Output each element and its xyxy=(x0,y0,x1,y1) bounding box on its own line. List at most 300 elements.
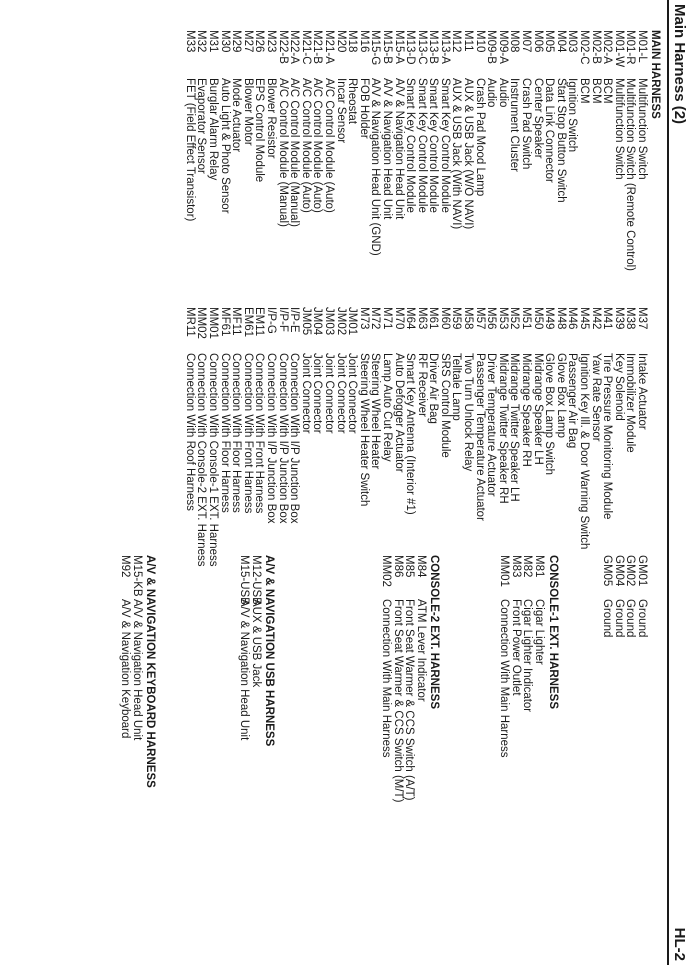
connector-description: A/V & Navigation Head Unit xyxy=(238,599,251,741)
connector-code: M73 xyxy=(357,307,370,330)
connector-description: Intake Actuator xyxy=(636,353,648,430)
connector-code: M33 xyxy=(183,30,196,53)
connector-code: M46 xyxy=(566,307,579,330)
connector-description: Instrument Cluster xyxy=(508,78,521,172)
connector-row xyxy=(369,30,381,271)
connector-description: Audio xyxy=(485,78,498,108)
connector-description: Ground xyxy=(636,599,648,638)
connector-code: JM04 xyxy=(311,307,324,336)
connector-description: Midrange Speaker LH xyxy=(531,353,544,465)
connector-description: Glove Box Lamp xyxy=(554,353,567,439)
connector-row xyxy=(624,307,636,567)
connector-code: JM01 xyxy=(346,307,359,336)
connector-row xyxy=(206,30,218,271)
connector-code: M04 xyxy=(554,30,567,53)
connector-row xyxy=(566,307,578,567)
connector-description: A/V & Navigation Keyboard xyxy=(119,599,132,739)
connector-row xyxy=(612,30,624,271)
connector-description: Immobilizer Module xyxy=(624,353,637,453)
connector-code: M22-A xyxy=(288,30,301,64)
main-harness-continued-section xyxy=(183,307,647,567)
connector-code: MM02 xyxy=(195,307,208,339)
connector-code: M56 xyxy=(485,307,498,330)
connector-row xyxy=(404,30,416,271)
connector-code: I/P-F xyxy=(276,307,289,332)
connector-description: Driver Air Bag xyxy=(427,353,440,424)
connector-code: M60 xyxy=(438,307,451,330)
connector-row xyxy=(624,30,636,271)
connector-row xyxy=(357,30,369,271)
connector-code: EM61 xyxy=(241,307,254,338)
connector-row xyxy=(391,555,403,802)
connector-code: M01-W xyxy=(612,30,625,68)
connector-code: M31 xyxy=(207,30,220,53)
connector-row xyxy=(334,30,346,271)
connector-row xyxy=(577,307,589,567)
connector-row xyxy=(311,30,323,271)
connector-code: M39 xyxy=(612,307,625,330)
connector-description: Connection With I/P Junction Box xyxy=(265,353,277,524)
connector-row xyxy=(612,555,624,637)
connector-description: Two Turn Unlock Relay xyxy=(462,353,475,472)
connector-row xyxy=(195,307,207,567)
connector-row xyxy=(508,30,520,271)
console-2-ext-harness-section xyxy=(380,555,442,802)
section-title: CONSOLE-2 EXT. HARNESS xyxy=(428,555,440,709)
page-header xyxy=(667,0,689,965)
connector-row xyxy=(264,30,276,271)
connector-description: AUX & USB Jack (With NAVI) xyxy=(450,78,463,230)
connector-description: Connection With Floor Harness xyxy=(230,353,243,513)
connector-row xyxy=(496,307,508,567)
connector-code: M15-USB xyxy=(238,555,251,605)
connector-code: M27 xyxy=(241,30,254,53)
connector-description: Midrange Speaker RH xyxy=(520,353,533,467)
connector-description: Connection With Floor Harness xyxy=(218,353,231,513)
connector-code: GM01 xyxy=(636,555,648,587)
connector-row xyxy=(241,30,253,271)
connector-description: Connection With Main Harness xyxy=(498,599,511,758)
connector-code: MF61 xyxy=(218,307,231,337)
connector-description: A/V & Navigation Head Unit (GND) xyxy=(369,78,382,256)
connector-code: M41 xyxy=(601,307,614,330)
connector-code: M61 xyxy=(427,307,440,330)
connector-row xyxy=(311,307,323,567)
connector-row xyxy=(543,307,555,567)
connector-row xyxy=(183,30,195,271)
connector-row xyxy=(415,30,427,271)
connector-code: M16 xyxy=(357,30,370,53)
connector-description: A/V & Navigation Head Unit xyxy=(131,599,143,741)
connector-description: Front Power Outlet xyxy=(509,599,522,696)
connector-description: Connection With Roof Harness xyxy=(183,353,196,511)
connector-code: M59 xyxy=(450,307,463,330)
connector-description: Smart Key Antenna (Interior #1) xyxy=(404,353,417,515)
connector-description: Connection With Console-1 EXT. Harness xyxy=(207,353,220,567)
connector-code: M05 xyxy=(543,30,556,53)
connector-row xyxy=(519,307,531,567)
connector-code: M15-A xyxy=(392,30,405,64)
connector-code: M12-USB xyxy=(250,555,262,605)
connector-row xyxy=(509,555,521,758)
connector-code: M13-C xyxy=(415,30,428,65)
console-1-ext-harness-section xyxy=(498,555,561,758)
connector-row xyxy=(130,555,142,788)
connector-code: I/P-E xyxy=(288,307,301,333)
connector-description: Center Speaker xyxy=(531,78,544,159)
connector-row xyxy=(450,30,462,271)
connector-description: Ignition Switch xyxy=(566,78,579,153)
connector-row xyxy=(230,307,242,567)
connector-description: A/C Control Module (Auto) xyxy=(299,78,312,213)
connector-code: M21-C xyxy=(299,30,312,65)
section-title: A/V & NAVIGATION KEYBOARD HARNESS xyxy=(144,555,156,788)
connector-row xyxy=(392,307,404,567)
connector-description: Joint Connector xyxy=(346,353,359,434)
connector-row xyxy=(380,30,392,271)
connector-description: A/C Control Module (Manual) xyxy=(288,78,301,227)
connector-description: Lamp Auto Cut Relay xyxy=(380,353,393,462)
connector-row xyxy=(485,30,497,271)
connector-row xyxy=(589,30,601,271)
connector-row xyxy=(427,30,439,271)
connector-description: Front Seat Warmer & CCS Switch (A/T) xyxy=(403,599,416,801)
connector-description: Telltale Lamp xyxy=(450,353,463,421)
av-navigation-keyboard-harness-section xyxy=(119,555,158,788)
connector-row xyxy=(554,30,566,271)
connector-description: Evaporator Sensor xyxy=(195,78,208,174)
connector-code: M21-B xyxy=(311,30,324,64)
connector-description: ATM Lever Indicator xyxy=(415,599,427,702)
connector-description: SRS Control Module xyxy=(438,353,451,458)
connector-code: M32 xyxy=(195,30,208,53)
connector-code: M71 xyxy=(380,307,393,330)
connector-description: Front Seat Warmer & CCS Switch (M/T) xyxy=(391,599,404,803)
connector-description: A/V & Navigation Head Unit xyxy=(380,78,393,220)
connector-description: Burglar Alarm Relay xyxy=(207,78,220,181)
connector-code: M13-D xyxy=(404,30,417,65)
connector-code: M22-B xyxy=(276,30,289,64)
connector-code: M92 xyxy=(119,555,132,578)
connector-row xyxy=(450,307,462,567)
connector-row xyxy=(369,307,381,567)
main-harness-section xyxy=(183,30,663,271)
connector-description: Crash Pad Mood Lamp xyxy=(473,78,486,197)
connector-code: M48 xyxy=(554,307,567,330)
connector-description: Data Link Connector xyxy=(543,78,556,183)
connector-description: AUX & USB Jack (W/O NAVI) xyxy=(462,78,475,230)
connector-code: GM05 xyxy=(601,555,614,587)
connector-code: M18 xyxy=(346,30,359,53)
connector-row xyxy=(498,555,510,758)
connector-description: A/C Control Module (Auto) xyxy=(311,78,324,213)
connector-row xyxy=(566,30,578,271)
connector-description: Multifunction Switch (Remote Control) xyxy=(624,78,637,272)
connector-code: GM04 xyxy=(612,555,625,587)
connector-row xyxy=(554,307,566,567)
connector-row xyxy=(380,555,392,802)
connector-row xyxy=(288,30,300,271)
connector-code: M57 xyxy=(473,307,486,330)
connector-code: M13-A xyxy=(438,30,451,64)
connector-code: M84 xyxy=(415,555,427,578)
connector-description: FET (Field Effect Transistor) xyxy=(183,78,196,222)
connector-code: MM02 xyxy=(380,555,393,587)
connector-row xyxy=(577,30,589,271)
connector-description: Ground xyxy=(612,599,625,638)
connector-description: Incar Sensor xyxy=(334,78,347,144)
connector-row xyxy=(346,307,358,567)
connector-code: M01-L xyxy=(636,30,648,63)
connector-row xyxy=(508,307,520,567)
connector-row xyxy=(473,30,485,271)
connector-description: Steering Wheel Heater Switch xyxy=(357,353,370,507)
connector-description: Joint Connector xyxy=(322,353,335,434)
connector-row xyxy=(276,307,288,567)
connector-row xyxy=(253,307,265,567)
connector-description: Steering Wheel Heater xyxy=(369,353,382,470)
connector-code: M26 xyxy=(253,30,266,53)
connector-code: M02-C xyxy=(578,30,591,65)
connector-code: M15-KB xyxy=(131,555,143,597)
connector-code: M72 xyxy=(369,307,382,330)
connector-code: M51 xyxy=(520,307,533,330)
connector-description: Blower Motor xyxy=(241,78,254,146)
connector-code: M49 xyxy=(543,307,556,330)
connector-code: M08 xyxy=(508,30,521,53)
connector-row xyxy=(403,555,415,802)
page-title: Main Harness (2) xyxy=(671,4,688,125)
connector-description: A/C Control Module (Auto) xyxy=(322,78,335,213)
connector-row xyxy=(322,307,334,567)
connector-description: Ignition Key Ill. & Door Warning Switch xyxy=(578,353,591,550)
connector-description: Smart Key Control Module xyxy=(427,78,440,213)
connector-row xyxy=(473,307,485,567)
connector-code: M10 xyxy=(473,30,486,53)
connector-row xyxy=(635,555,647,637)
connector-code: M37 xyxy=(636,307,648,330)
connector-code: M21-A xyxy=(322,30,335,64)
connector-code: M09-B xyxy=(485,30,498,64)
connector-description: RF Receiver xyxy=(415,353,428,417)
connector-row xyxy=(462,30,474,271)
connector-description: Key Solenoid xyxy=(612,353,625,421)
connector-row xyxy=(183,307,195,567)
connector-code: M11 xyxy=(462,30,475,52)
connector-code: M29 xyxy=(230,30,243,53)
connector-code: M15-B xyxy=(380,30,393,64)
connector-description: Joint Connector xyxy=(311,353,324,434)
connector-description: Glove Box Lamp Switch xyxy=(543,353,556,476)
connector-row xyxy=(612,307,624,567)
connector-row xyxy=(276,30,288,271)
connector-description: Auto Light & Photo Sensor xyxy=(218,78,231,214)
av-navigation-usb-harness-section xyxy=(238,555,277,746)
connector-code: M64 xyxy=(404,307,417,330)
connector-description: Blower Resistor xyxy=(265,78,277,159)
connector-description: Connection With Console-2 EXT. Harness xyxy=(195,353,208,567)
connector-description: Cigar Lighter Indicator xyxy=(521,599,534,713)
connector-code: M02-B xyxy=(589,30,602,64)
connector-row xyxy=(414,555,426,802)
connector-code: M82 xyxy=(521,555,534,578)
connector-description: Midrange Twitter Speaker RH xyxy=(496,353,509,504)
connector-row xyxy=(218,30,230,271)
connector-description: Joint Connector xyxy=(334,353,347,434)
connector-row xyxy=(264,307,276,567)
connector-code: M06 xyxy=(531,30,544,53)
connector-description: Yaw Rate Sensor xyxy=(589,353,602,442)
connector-description: Smart Key Control Module xyxy=(415,78,428,213)
connector-row xyxy=(438,307,450,567)
connector-row xyxy=(334,307,346,567)
connector-row xyxy=(601,307,613,567)
connector-row xyxy=(357,307,369,567)
connector-row xyxy=(531,307,543,567)
connector-row xyxy=(635,307,647,567)
connector-code: M58 xyxy=(462,307,475,330)
connector-code: M81 xyxy=(533,555,545,578)
connector-description: Multifunction Switch xyxy=(612,78,625,180)
connector-description: Connection With I/P Junction Box xyxy=(276,353,289,524)
connector-code: M85 xyxy=(403,555,416,578)
connector-description: BCM xyxy=(589,78,602,104)
connector-row xyxy=(346,30,358,271)
connector-code: M63 xyxy=(415,307,428,330)
connector-description: Rheostat xyxy=(346,78,359,125)
connector-description: Joint Connector xyxy=(299,353,312,434)
connector-row xyxy=(601,30,613,271)
connector-description: BCM xyxy=(578,78,591,104)
connector-description: Midrange Twitter Speaker LH xyxy=(508,353,521,502)
connector-code: M38 xyxy=(624,307,637,330)
connector-row xyxy=(288,307,300,567)
connector-description: Multifunction Switch xyxy=(636,78,648,180)
section-title: A/V & NAVIGATION USB HARNESS xyxy=(263,555,275,747)
connector-row xyxy=(635,30,647,271)
connector-code: EM11 xyxy=(253,307,266,337)
connector-code: M53 xyxy=(496,307,509,330)
connector-description: Smart Key Control Module xyxy=(404,78,417,213)
connector-row xyxy=(521,555,533,758)
connector-description: A/C Control Module (Manual) xyxy=(276,78,289,227)
connector-description: Connection With Front Harness xyxy=(241,353,254,514)
connector-code: M42 xyxy=(589,307,602,330)
connector-row xyxy=(253,30,265,271)
connector-code: M03 xyxy=(566,30,579,53)
connector-code: JM05 xyxy=(299,307,312,336)
connector-description: Passenger Temperature Actuator xyxy=(473,353,486,521)
connector-code: M52 xyxy=(508,307,521,330)
connector-code: I/P-G xyxy=(265,307,277,334)
connector-row xyxy=(404,307,416,567)
connector-row xyxy=(427,307,439,567)
connector-description: Ground xyxy=(624,599,637,638)
connector-description: Start Stop Button Switch xyxy=(554,78,567,203)
connector-description: Connection With Main Harness xyxy=(380,599,393,758)
connector-code: M13-B xyxy=(427,30,440,64)
connector-row xyxy=(206,307,218,567)
ground-section xyxy=(601,555,647,637)
connector-row xyxy=(532,555,544,758)
connector-row xyxy=(438,30,450,271)
connector-code: MF11 xyxy=(230,307,243,336)
page-number: HL-2 xyxy=(671,927,688,961)
connector-row xyxy=(496,30,508,271)
connector-row xyxy=(195,30,207,271)
connector-row xyxy=(589,307,601,567)
connector-code: M23 xyxy=(265,30,277,53)
connector-description: FOB Holder xyxy=(357,78,370,139)
connector-row xyxy=(485,307,497,567)
connector-code: JM03 xyxy=(322,307,335,336)
connector-row xyxy=(299,307,311,567)
connector-description: A/V & Navigation Head Unit xyxy=(392,78,405,220)
connector-row xyxy=(299,30,311,271)
connector-description: Audio xyxy=(496,78,509,108)
connector-description: Connection With I/P Junction Box xyxy=(288,353,301,524)
connector-code: MR11 xyxy=(183,307,196,337)
connector-row xyxy=(392,30,404,271)
section-title: CONSOLE-1 EXT. HARNESS xyxy=(547,555,559,709)
connector-code: M07 xyxy=(520,30,533,53)
connector-description: Crash Pad Switch xyxy=(520,78,533,170)
connector-row xyxy=(543,30,555,271)
connector-description: BCM xyxy=(601,78,614,104)
connector-code: M02-A xyxy=(601,30,614,64)
connector-row xyxy=(531,30,543,271)
connector-description: AUX & USB Jack xyxy=(250,599,262,688)
connector-row xyxy=(380,307,392,567)
connector-description: Smart Key Control Module xyxy=(438,78,451,213)
connector-row xyxy=(415,307,427,567)
connector-row xyxy=(119,555,131,788)
connector-row xyxy=(601,555,613,637)
connector-code: M01-R xyxy=(624,30,637,65)
connector-row xyxy=(519,30,531,271)
connector-description: Mode Actuator xyxy=(230,78,243,153)
connector-row xyxy=(241,307,253,567)
connector-row xyxy=(322,30,334,271)
connector-description: Connection With Front Harness xyxy=(253,353,266,514)
connector-code: M45 xyxy=(578,307,591,330)
connector-code: M12 xyxy=(450,30,463,53)
connector-code: MM01 xyxy=(498,555,511,587)
connector-code: M15-G xyxy=(369,30,382,66)
connector-description: Cigar Lighter xyxy=(533,599,545,665)
connector-description: Driver Temperature Actuator xyxy=(485,353,498,497)
connector-description: EPS Control Module xyxy=(253,78,266,183)
connector-code: M09-A xyxy=(496,30,509,64)
connector-row xyxy=(462,307,474,567)
connector-code: M50 xyxy=(531,307,544,330)
connector-row xyxy=(249,555,261,746)
connector-code: M30 xyxy=(218,30,231,53)
connector-description: Auto Defogger Actuator xyxy=(392,353,405,473)
connector-code: M83 xyxy=(509,555,522,578)
connector-row xyxy=(218,307,230,567)
connector-row xyxy=(238,555,250,746)
connector-code: GM02 xyxy=(624,555,637,587)
connector-code: MM01 xyxy=(207,307,220,339)
connector-code: M20 xyxy=(334,30,347,53)
connector-description: Ground xyxy=(601,599,614,638)
connector-description: Tire Pressure Monitoring Module xyxy=(601,353,614,520)
connector-code: M86 xyxy=(391,555,404,578)
connector-row xyxy=(624,555,636,637)
connector-row xyxy=(230,30,242,271)
connector-code: M70 xyxy=(392,307,405,330)
